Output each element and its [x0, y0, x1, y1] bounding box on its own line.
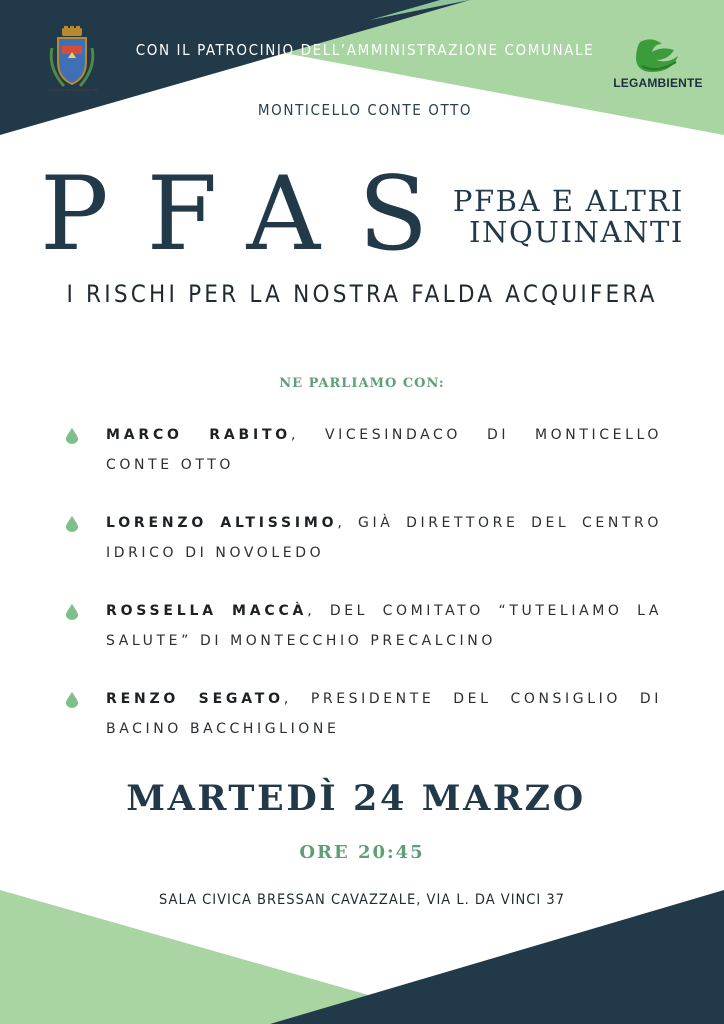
- speakers-intro: NE PARLIAMO CON:: [279, 376, 445, 391]
- water-drop-icon: [66, 604, 78, 620]
- speakers-list: [62, 420, 662, 772]
- patronage-line-1: CON IL PATROCINIO DELL’AMMINISTRAZIONE COMUNALE DI: [135, 41, 595, 89]
- municipal-crest-icon: [48, 26, 96, 92]
- speaker-text: [106, 420, 662, 480]
- title-subheading-line-1: PFBA E ALTRI: [452, 184, 684, 218]
- bottom-navy-band: [270, 890, 724, 1024]
- speaker-name: ROSSELLA MACCÀ: [106, 603, 308, 619]
- speaker-name: MARCO RABITO: [106, 427, 292, 443]
- event-time: ORE 20:45: [299, 842, 425, 863]
- partner-name: LEGAMBIENTE: [613, 76, 703, 90]
- water-drop-icon: [66, 428, 78, 444]
- speaker-role: , VICESINDACO DI MONTICELLO CONTE OTTO: [106, 427, 662, 473]
- speaker-role: , PRESIDENTE DEL CONSIGLIO DI BACINO BACCHIGLIONE: [106, 691, 662, 737]
- speaker-name: LORENZO ALTISSIMO: [106, 515, 338, 531]
- main-title: PFAS: [40, 155, 467, 274]
- speaker-item: [62, 684, 662, 772]
- speaker-item: [62, 508, 662, 596]
- speaker-item: [62, 420, 662, 508]
- speaker-text: [106, 684, 662, 744]
- speaker-role: , DEL COMITATO “TUTELIAMO LA SALUTE” DI MONTECCHIO PRECALCINO: [106, 603, 662, 649]
- speaker-name: RENZO SEGATO: [106, 691, 284, 707]
- water-drop-icon: [66, 692, 78, 708]
- speaker-text: [106, 508, 662, 568]
- patronage-line-2: MONTICELLO CONTE OTTO: [257, 101, 473, 119]
- speaker-item: [62, 596, 662, 684]
- speaker-text: [106, 596, 662, 656]
- water-drop-icon: [66, 516, 78, 532]
- title-subheading-line-2: INQUINANTI: [469, 215, 684, 249]
- speaker-role: , GIÀ DIRETTORE DEL CENTRO IDRICO DI NOVOLEDO: [106, 515, 662, 561]
- title-subheading: [432, 186, 684, 248]
- event-date: MARTEDÌ 24 MARZO: [126, 778, 586, 819]
- subtitle: I RISCHI PER LA NOSTRA FALDA ACQUIFERA: [66, 280, 658, 308]
- crest-caption: Comune di Monticello Conte Otto: [48, 88, 98, 92]
- event-venue: SALA CIVICA BRESSAN CAVAZZALE, VIA L. DA VINCI 37: [159, 892, 565, 908]
- legambiente-swan-icon: [632, 36, 686, 76]
- patronage-text: [130, 35, 600, 125]
